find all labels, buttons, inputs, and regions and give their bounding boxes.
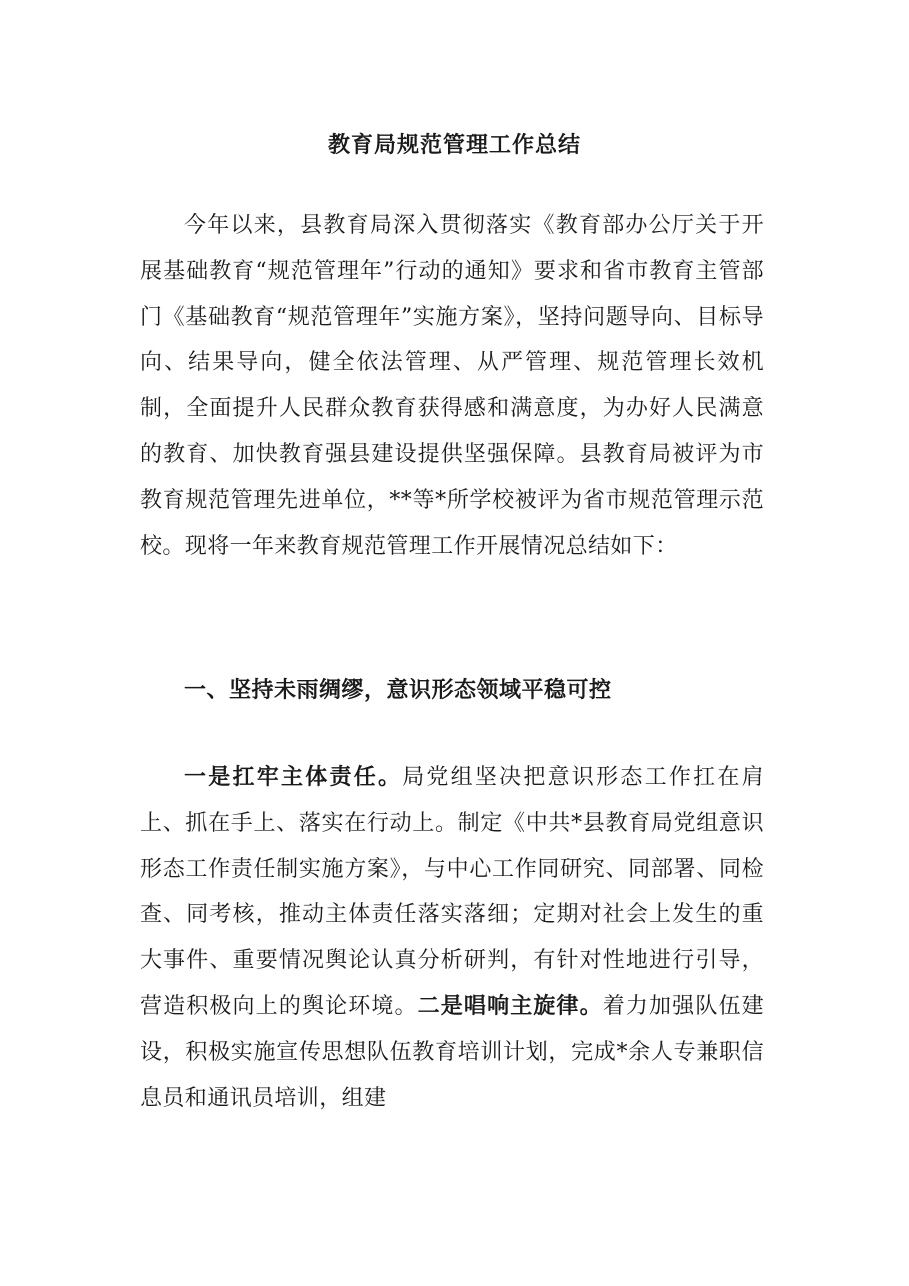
body-text-2: 着力加强队伍建设，积极实施宣传思想队伍教育培训计划，完成*余人专兼职信息员和通讯员培训，组建	[140, 993, 764, 1111]
lead-phrase-2: 二是唱响主旋律。	[417, 992, 603, 1019]
section-paragraph	[140, 755, 764, 1121]
document-title: 教育局规范管理工作总结	[327, 132, 581, 158]
lead-phrase-1: 一是扛牢主体责任。	[184, 764, 403, 790]
section-heading: 一、坚持未雨绸缪，意识形态领域平稳可控	[184, 677, 612, 703]
body-text-1: 局党组坚决把意识形态工作扛在肩上、抓在手上、落实在行动上。制定《中共*县教育局党组意识形态工作责任制实施方案》，与中心工作同研究、同部署、同检查、同考核，推动主体责任落实落细；定期对社会上发生的重大事件、重要情况舆论认真分析研判，有针对性地进行引导，营造积极向上的舆论环境。	[140, 765, 764, 1019]
intro-paragraph: 今年以来，县教育局深入贯彻落实《教育部办公厅关于开展基础教育“规范管理年”行动的通知》要求和省市教育主管部门《基础教育“规范管理年”实施方案》，坚持问题导向、目标导向、结果导向，健全依法管理、从严管理、规范管理长效机制，全面提升人民群众教育获得感和满意度，为办好人民满意的教育、加快教育强县建设提供坚强保障。县教育局被评为市教育规范管理先进单位，**等*所学校被评为省市规范管理示范校。现将一年来教育规范管理工作开展情况总结如下：	[140, 213, 764, 559]
